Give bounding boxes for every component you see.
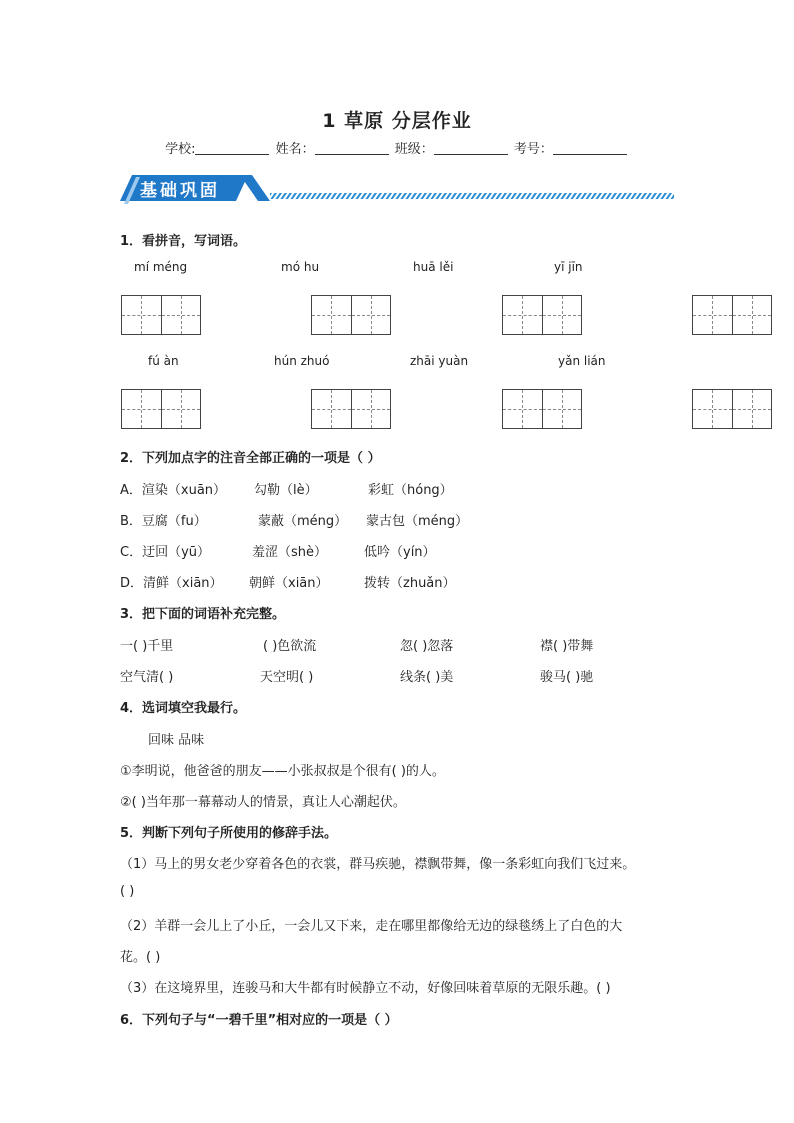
question-2-heading: 2．下列加点字的注音全部正确的一项是（ ） bbox=[120, 451, 381, 466]
pinyin: yǎn lián bbox=[558, 354, 606, 368]
option-c-word: 羞涩（shè） bbox=[252, 545, 328, 560]
tianzige-box[interactable] bbox=[121, 389, 201, 429]
option-d[interactable]: D．清鲜（xiān） bbox=[120, 576, 223, 591]
name-blank[interactable] bbox=[315, 142, 389, 155]
pinyin: fú àn bbox=[148, 354, 179, 368]
sentence-3[interactable]: （3）在这境界里，连骏马和大牛都有时候静立不动，好像回味着草原的无限乐趣。( ) bbox=[120, 981, 611, 996]
option-a-word: 勾勒（lè） bbox=[254, 483, 318, 498]
tianzige-box[interactable] bbox=[502, 295, 582, 335]
question-6-heading: 6．下列句子与“一碧千里”相对应的一项是（ ） bbox=[120, 1013, 398, 1028]
student-info-line bbox=[0, 138, 794, 157]
fill-in-word[interactable]: 天空明( ) bbox=[260, 670, 314, 685]
question-5-heading: 5．判断下列句子所使用的修辞手法。 bbox=[120, 826, 338, 841]
name-label: 姓名： bbox=[275, 142, 315, 157]
option-b-word: 蒙蔽（méng） bbox=[258, 514, 348, 529]
tianzige-box[interactable] bbox=[311, 295, 391, 335]
option-b[interactable]: B．豆腐（fu） bbox=[120, 514, 207, 529]
fill-in-word[interactable]: 一( )千里 bbox=[120, 639, 174, 654]
pinyin: yī jīn bbox=[554, 260, 583, 274]
sentence-2[interactable]: ②( )当年那一幕幕动人的情景，真让人心潮起伏。 bbox=[120, 795, 406, 810]
school-label: 学校: bbox=[165, 142, 196, 157]
pinyin: mó hu bbox=[281, 260, 320, 274]
question-4-heading: 4．选词填空我最行。 bbox=[120, 701, 247, 716]
tianzige-box[interactable] bbox=[692, 295, 772, 335]
school-blank[interactable] bbox=[195, 142, 269, 155]
sentence-1: （1）马上的男女老少穿着各色的衣裳，群马疾驰，襟飘带舞，像一条彩虹向我们飞过来。 bbox=[120, 857, 636, 872]
question-1-heading: 1．看拼音，写词语。 bbox=[120, 234, 247, 249]
section-banner-label: 基础巩固 bbox=[140, 181, 220, 201]
sentence-2: （2）羊群一会儿上了小丘，一会儿又下来，走在哪里都像给无边的绿毯绣上了白色的大 bbox=[120, 919, 623, 934]
option-c[interactable]: C．迂回（yū） bbox=[120, 545, 211, 560]
tianzige-box[interactable] bbox=[311, 389, 391, 429]
class-label: 班级： bbox=[394, 142, 434, 157]
option-d-word: 朝鲜（xiān） bbox=[249, 576, 329, 591]
tianzige-box[interactable] bbox=[502, 389, 582, 429]
pinyin: zhāi yuàn bbox=[410, 354, 469, 368]
tianzige-box[interactable] bbox=[692, 389, 772, 429]
option-d-word: 拨转（zhuǎn） bbox=[364, 576, 456, 591]
class-blank[interactable] bbox=[434, 142, 508, 155]
answer-blank[interactable]: ( ) bbox=[120, 884, 135, 899]
sentence-2-end[interactable]: 花。( ) bbox=[120, 950, 161, 965]
option-c-word: 低吟（yín） bbox=[364, 545, 436, 560]
fill-in-word[interactable]: 线条( )美 bbox=[400, 670, 454, 685]
pinyin: hún zhuó bbox=[274, 354, 330, 368]
word-options: 回味 品味 bbox=[148, 733, 205, 748]
section-banner bbox=[120, 171, 676, 205]
fill-in-word[interactable]: ( )色欲流 bbox=[263, 639, 317, 654]
fill-in-word[interactable]: 忽( )忽落 bbox=[400, 639, 454, 654]
exam-no-label: 考号： bbox=[513, 142, 553, 157]
exam-no-blank[interactable] bbox=[553, 142, 627, 155]
tianzige-box[interactable] bbox=[121, 295, 201, 335]
sentence-1[interactable]: ①李明说，他爸爸的朋友——小张叔叔是个很有( )的人。 bbox=[120, 764, 445, 779]
fill-in-word[interactable]: 空气清( ) bbox=[120, 670, 174, 685]
page-title: 1 草原 分层作业 bbox=[322, 110, 472, 132]
question-3-heading: 3．把下面的词语补充完整。 bbox=[120, 607, 286, 622]
option-b-word: 蒙古包（méng） bbox=[366, 514, 469, 529]
fill-in-word[interactable]: 骏马( )驰 bbox=[540, 670, 594, 685]
pinyin: huā lěi bbox=[413, 260, 454, 274]
option-a-word: 彩虹（hóng） bbox=[368, 483, 453, 498]
option-a[interactable]: A．渲染（xuān） bbox=[120, 483, 227, 498]
fill-in-word[interactable]: 襟( )带舞 bbox=[540, 639, 594, 654]
pinyin: mí méng bbox=[134, 260, 188, 274]
